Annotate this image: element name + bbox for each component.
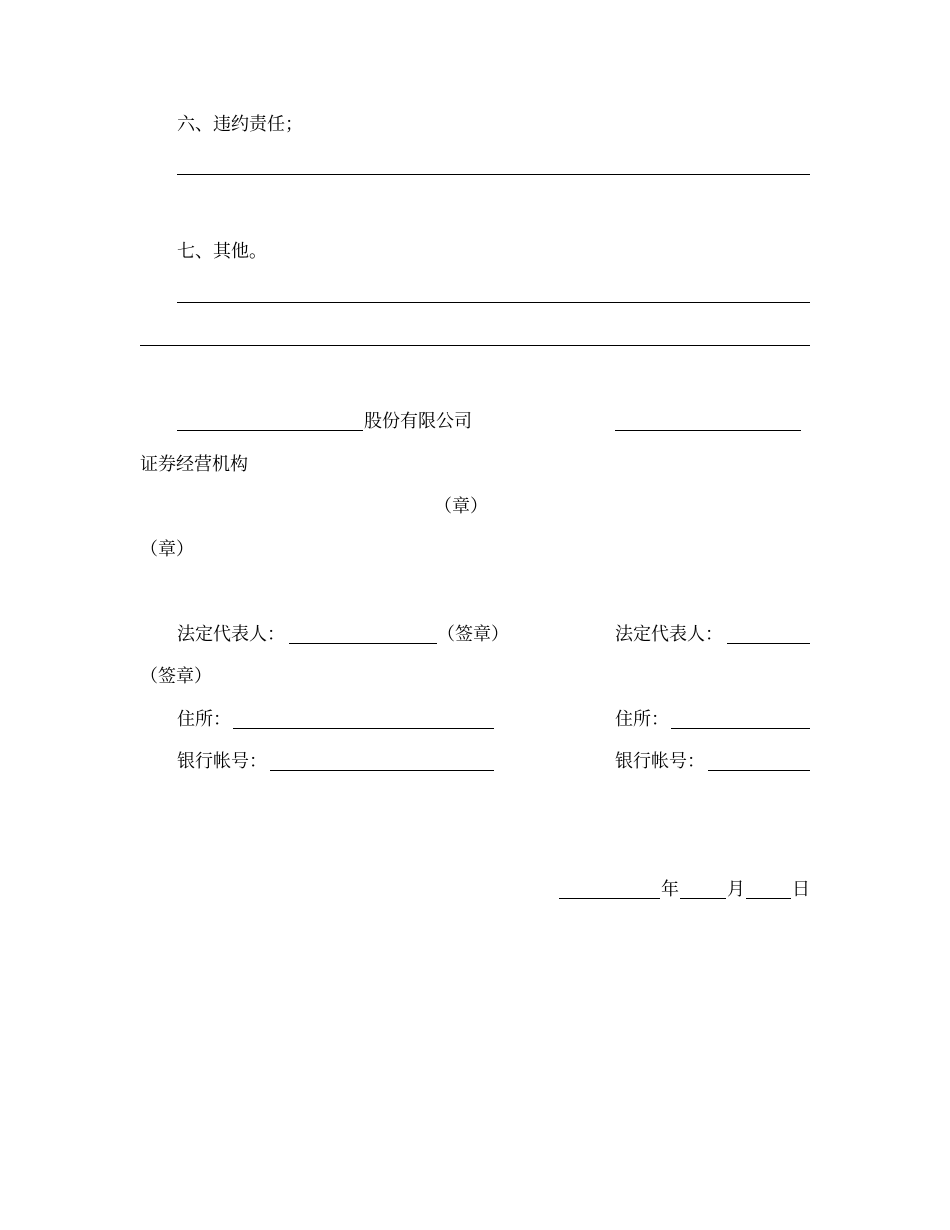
month-label: 月 [727, 879, 745, 900]
day-blank[interactable] [746, 898, 791, 899]
seal-left: （章） [434, 496, 488, 517]
bank-left-blank[interactable] [270, 770, 494, 771]
address-left-label: 住所： [177, 709, 231, 730]
legal-rep-left-blank[interactable] [289, 643, 437, 644]
month-blank[interactable] [680, 898, 726, 899]
section-7-fill-line[interactable] [177, 302, 810, 303]
broker-name-blank[interactable] [615, 430, 801, 431]
sign-left: （签章） [437, 624, 509, 645]
seal-right: （章） [140, 539, 194, 560]
year-label: 年 [661, 879, 679, 900]
address-right-blank[interactable] [671, 728, 810, 729]
legal-rep-right-label: 法定代表人： [615, 624, 723, 645]
section-6-heading: 六、违约责任； [177, 114, 303, 135]
bank-right-blank[interactable] [708, 770, 810, 771]
company-name-blank[interactable] [177, 430, 363, 431]
section-7-heading: 七、其他。 [177, 241, 267, 262]
company-suffix: 股份有限公司 [364, 411, 472, 432]
year-blank[interactable] [559, 898, 660, 899]
bank-left-label: 银行帐号： [177, 751, 267, 772]
legal-rep-left-label: 法定代表人： [177, 624, 285, 645]
bank-right-label: 银行帐号： [615, 751, 705, 772]
legal-rep-right-blank[interactable] [727, 643, 810, 644]
address-left-blank[interactable] [233, 728, 494, 729]
sign-right: （签章） [140, 666, 212, 687]
broker-label: 证券经营机构 [140, 454, 248, 475]
day-label: 日 [792, 879, 810, 900]
section-6-fill-line[interactable] [177, 174, 810, 175]
address-right-label: 住所： [615, 709, 669, 730]
section-7-fill-line-2[interactable] [140, 345, 810, 346]
